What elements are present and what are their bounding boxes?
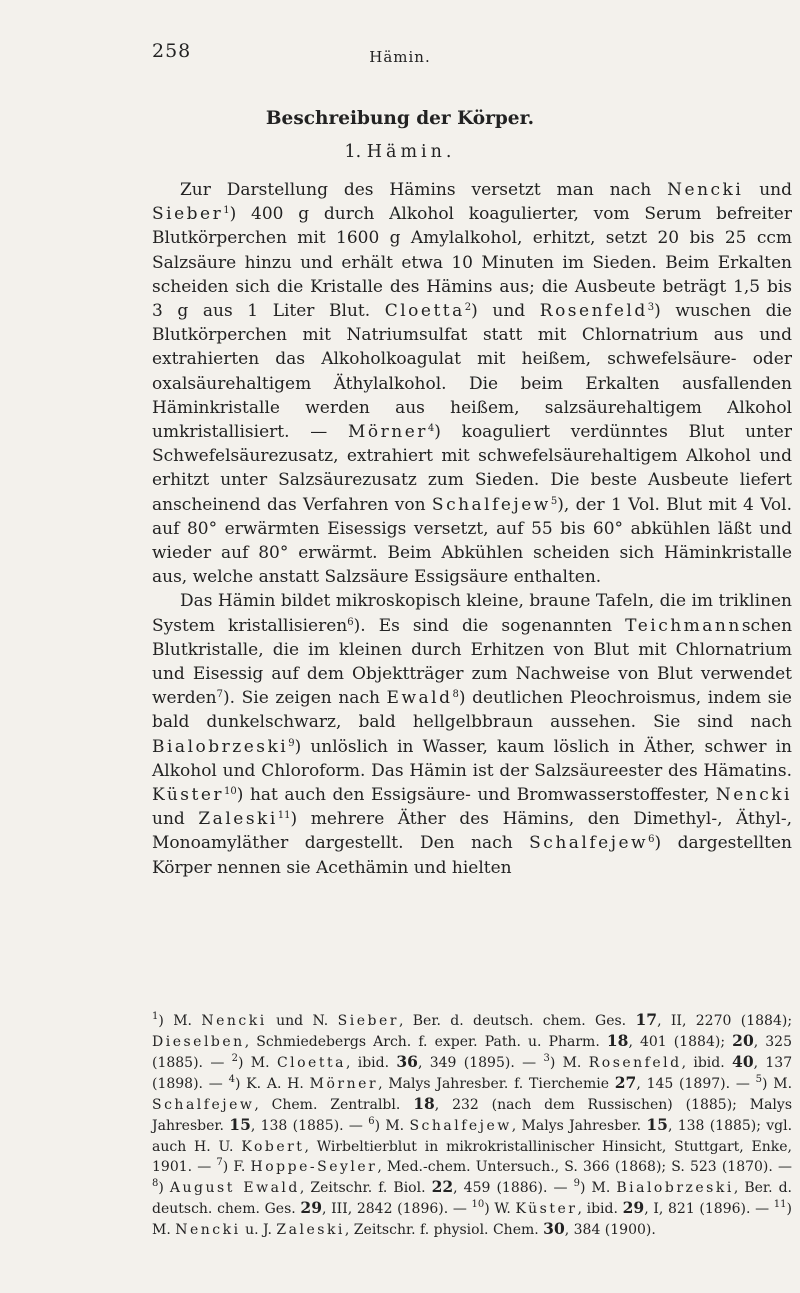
author-name: Schalfejew: [431, 494, 551, 515]
footnote-ref: 5: [550, 495, 558, 507]
footnote-block: [152, 1010, 792, 1240]
text-run: , Malys Jahresber.: [511, 1118, 642, 1135]
text-run: ): [158, 1179, 164, 1196]
text-run: , 145 (1897). —: [636, 1076, 750, 1093]
footnote-ref: 6: [648, 834, 655, 846]
text-run: , 401 (1884);: [628, 1034, 726, 1051]
author-name: Ewald: [386, 688, 453, 709]
volume-number: 15: [646, 1115, 668, 1135]
text-run: , 232 (nach dem Russischen) (1885); Malys Jahresber.: [152, 1097, 793, 1135]
subheading-number: 1.: [344, 142, 362, 162]
text-run: ) M.: [238, 1055, 270, 1072]
author-name: Mörner: [348, 422, 428, 443]
volume-number: 17: [635, 1010, 658, 1029]
volume-number: 22: [431, 1176, 454, 1196]
footnote-ref: 3: [647, 302, 655, 314]
text-run: ). Es sind die sogenannten: [353, 615, 613, 636]
author-name: Zaleski: [276, 1221, 345, 1238]
text-run: , Chem. Zentralbl.: [254, 1097, 401, 1114]
footnote-mark: 2: [231, 1053, 239, 1065]
text-run: ) 400 g durch Alkohol koagulierter, vom Serum befreiter Blutkörperchen mit 1600 g Amylalkohol, erhitzt, setzt 20 bis 25 ccm Salzsäure hinzu und erhält etwa 10 Minuten im Sieden. Beim Erkalten scheiden sich die Kristalle des Hämins aus; die Ausbeute beträgt 1,5 bis 3 g aus 1 Liter Blut.: [152, 204, 792, 322]
footnote-ref: 8: [452, 689, 459, 701]
author-name: Nencki: [715, 785, 792, 806]
footnote-mark: 11: [773, 1198, 787, 1210]
text-run: u. J.: [245, 1221, 272, 1238]
volume-number: 27: [614, 1073, 637, 1093]
author-name: Schalfejew: [152, 1097, 255, 1114]
volume-number: 18: [413, 1094, 435, 1114]
paragraph-properties: [152, 589, 792, 879]
footnote-ref: 7: [216, 689, 224, 701]
text-run: ), der 1 Vol. Blut mit 4 Vol. auf 80° erwärmten Eisessigs versetzt, auf 55 bis 60° abkühlen läßt und wieder auf 80° erwärmt. Beim Abkühlen scheiden sich Häminkristalle aus, welche anstatt Salzsäure Essigsäure enthalten.: [152, 494, 793, 588]
footnote-ref: 10: [224, 786, 237, 798]
footnotes: [152, 1010, 792, 1240]
volume-number: 30: [543, 1218, 565, 1238]
text-run: ) koaguliert verdünntes Blut unter Schwefelsäurezusatz, extrahiert mit schwefelsäurehaltigem Alkohol und erhitzt unter Salzsäurezusatz zum Sieden. Die beste Ausbeute liefert anscheinend das Verfahren von: [152, 422, 792, 515]
text-run: , Ber. d. deutsch. chem. Ges.: [398, 1013, 627, 1029]
author-name: Bialobrzeski: [152, 736, 289, 757]
page-number: 258: [152, 40, 192, 62]
footnote-mark: 6: [368, 1116, 375, 1128]
author-name: Dieselben: [152, 1034, 245, 1051]
text-run: , III, 2842 (1896). —: [322, 1200, 467, 1217]
text-run: ) dargestellten Körper nennen sie Acethämin und hielten: [152, 833, 792, 878]
text-run: , Ber. d. deutsch. chem. Ges.: [152, 1179, 792, 1217]
section-heading: Beschreibung der Körper.: [265, 108, 535, 129]
text-run: und N.: [276, 1013, 329, 1029]
author-name: Rosenfeld: [588, 1055, 682, 1072]
text-run: , 459 (1886). —: [453, 1179, 568, 1196]
paragraph-preparation: [152, 178, 792, 589]
footnote-ref: 6: [347, 616, 354, 628]
text-run: ) hat auch den Essigsäure- und Bromwasserstoffester,: [236, 785, 710, 806]
author-name: Teichmann: [625, 615, 742, 636]
author-name: Cloetta: [276, 1055, 346, 1072]
author-name: Sieber: [337, 1013, 399, 1029]
author-name: Cloetta: [384, 301, 465, 322]
footnote-ref: 4: [427, 423, 435, 435]
text-run: ) F.: [222, 1158, 246, 1175]
text-run: ) M.: [152, 1200, 792, 1238]
volume-number: 36: [396, 1052, 418, 1072]
text-run: ) M.: [579, 1179, 611, 1196]
text-run: Zur Darstellung des Hämins versetzt man nach: [180, 180, 652, 200]
author-name: Küster: [152, 785, 225, 806]
text-run: Das Hämin bildet mikroskopisch kleine, braune Tafeln, die im triklinen System kristallisieren: [152, 591, 792, 636]
footnote-mark: 4: [228, 1074, 235, 1086]
text-run: , Malys Jahresber. f. Tierchemie: [378, 1076, 609, 1093]
text-run: , 138 (1885). —: [250, 1118, 363, 1135]
text-run: , ibid.: [681, 1055, 725, 1072]
author-name: Sieber: [152, 204, 224, 225]
text-run: , II, 2270 (1884);: [657, 1013, 793, 1029]
text-run: , 137 (1898). —: [152, 1055, 793, 1093]
volume-number: 29: [300, 1197, 322, 1217]
text-run: , Wirbeltierblut in mikrokristallinischer Hinsicht, Stuttgart, Enke, 1901. —: [152, 1138, 793, 1175]
text-run: , I, 821 (1896). —: [644, 1200, 770, 1217]
text-run: , 349 (1895). —: [417, 1055, 537, 1072]
text-run: , 384 (1900).: [564, 1221, 656, 1238]
text-run: ) M.: [374, 1118, 405, 1135]
text-run: ) unlöslich in Wasser, kaum löslich in Äther, schwer in Alkohol und Chloroform. Das Hämin ist der Salzsäureester des Hämatins.: [152, 736, 792, 781]
subheading-title: Hämin.: [366, 142, 456, 162]
text-run: und: [759, 180, 792, 200]
author-name: Rosenfeld: [539, 301, 648, 322]
text-run: und: [152, 809, 185, 830]
volume-number: 18: [606, 1031, 629, 1051]
author-name: Zaleski: [198, 809, 278, 830]
author-name: Nencki: [175, 1221, 241, 1238]
body-text: [152, 178, 792, 880]
author-name: Mörner: [309, 1076, 379, 1093]
footnote-ref: 2: [464, 302, 472, 314]
text-run: , Zeitschr. f. physiol. Chem.: [344, 1221, 539, 1238]
text-run: ) und: [471, 301, 526, 322]
author-name: Küster: [515, 1200, 578, 1217]
footnote-ref: 11: [277, 810, 291, 822]
author-name: Schalfejew: [409, 1118, 512, 1135]
footnote-mark: 7: [216, 1156, 223, 1168]
footnote-mark: 8: [152, 1177, 159, 1189]
volume-number: 40: [732, 1052, 754, 1072]
author-name: Nencki: [667, 180, 744, 200]
footnote-mark: 3: [543, 1053, 550, 1065]
volume-number: 29: [622, 1197, 645, 1217]
text-run: , ibid.: [345, 1055, 390, 1072]
text-run: , Zeitschr. f. Biol.: [299, 1179, 426, 1196]
text-run: ) W.: [484, 1200, 511, 1217]
footnote-mark: 5: [755, 1074, 762, 1086]
volume-number: 20: [732, 1031, 754, 1051]
text-run: schen Blutkristalle, die im kleinen durch Erhitzen von Blut mit Chlornatrium und Eisessig auf dem Objektträger zum Nachweise von Blut verwendet werden: [152, 615, 793, 709]
author-name: Kobert: [241, 1138, 305, 1155]
text-run: , ibid.: [577, 1200, 618, 1217]
author-name: August Ewald: [169, 1179, 300, 1196]
text-run: , Med.-chem. Untersuch., S. 366 (1868); S. 523 (1870). —: [377, 1158, 792, 1175]
text-run: , 325 (1885). —: [152, 1034, 792, 1072]
footnote-mark: 9: [573, 1177, 580, 1189]
running-head: Hämin.: [369, 48, 431, 66]
section-subheading: [0, 142, 800, 162]
footnote-mark: 10: [471, 1198, 485, 1210]
author-name: Bialobrzeski: [616, 1179, 734, 1196]
footnote-ref: 1: [223, 205, 230, 217]
volume-number: 15: [229, 1115, 251, 1135]
text-run: ) deutlichen Pleochroismus, indem sie bald dunkelschwarz, bald hellgelbbraun aussehen. Sie sind nach: [152, 688, 792, 733]
footnote-ref: 9: [288, 737, 295, 749]
author-name: Hoppe-Seyler: [250, 1158, 378, 1175]
text-run: , Schmiedebergs Arch. f. exper. Path. u. Pharm.: [244, 1034, 600, 1051]
footnote-mark: 1: [152, 1011, 159, 1022]
text-run: ). Sie zeigen nach: [223, 688, 380, 709]
text-run: ) K. A. H.: [234, 1076, 304, 1093]
text-run: ) M.: [158, 1013, 192, 1029]
text-run: , 138 (1885); vgl. auch H. U.: [152, 1118, 793, 1155]
text-run: ) M.: [549, 1055, 582, 1072]
text-run: ) mehrere Äther des Hämins, den Dimethyl-, Äthyl-, Monoamyläther dargestellt. Den nach: [152, 809, 792, 854]
author-name: Schalfejew: [529, 833, 649, 854]
text-run: ) wuschen die Blutkörperchen mit Natriumsulfat statt mit Chlornatrium aus und extrahierten das Alkoholkoagulat mit heißem, schwefelsäure- oder oxalsäurehaltigem Äthylalkohol. Die beim Erkalten ausfallenden Häminkristalle werden aus heißem, salzsäurehaltigem Alkohol umkristallisiert. —: [152, 301, 792, 443]
author-name: Nencki: [201, 1013, 267, 1029]
text-run: ) M.: [762, 1076, 793, 1093]
